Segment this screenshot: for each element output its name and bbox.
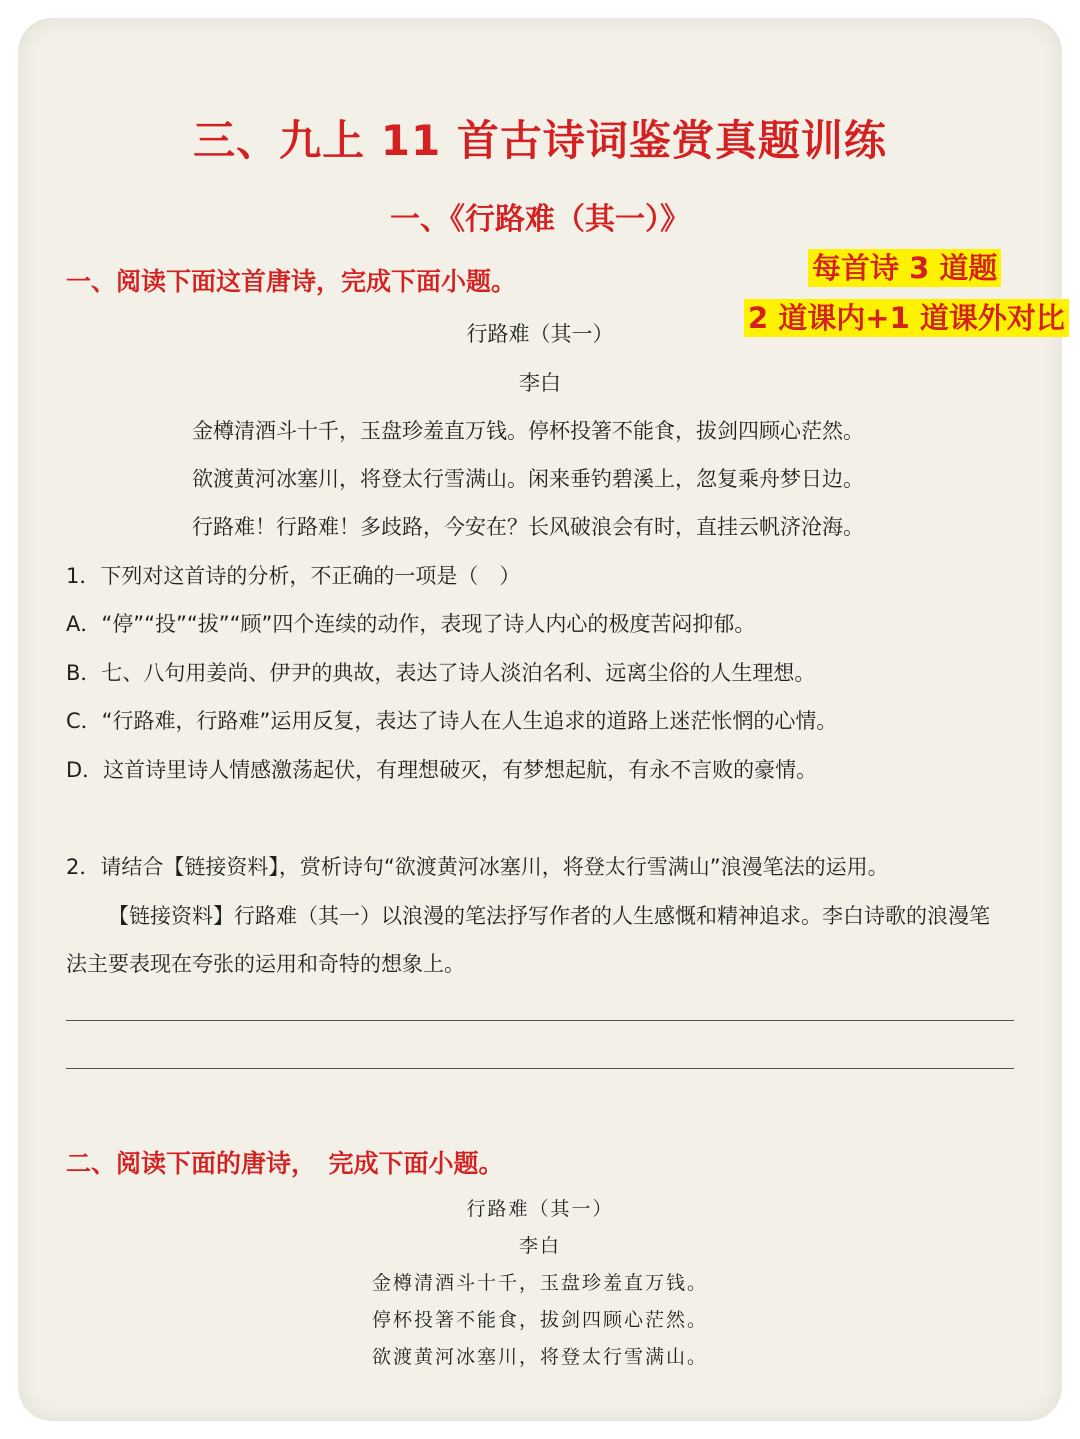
question-1-stem: 1．下列对这首诗的分析，不正确的一项是（ ）: [66, 564, 521, 588]
poem-author: 李白: [519, 371, 561, 395]
poem-line-2: 金樽清酒斗十千，玉盘珍羞直万钱。: [371, 1272, 708, 1294]
answer-line[interactable]: [66, 1020, 1014, 1021]
answer-line[interactable]: [66, 1068, 1014, 1069]
badge-line-1: 每首诗 3 道题: [808, 246, 1001, 287]
question-2-stem: 2．请结合【链接资料】，赏析诗句“欲渡黄河冰塞川，将登太行雪满山”浪漫笔法的运用。: [66, 855, 889, 879]
poem-line: 行路难！行路难！多歧路，今安在？长风破浪会有时，直挂云帆济沧海。: [192, 515, 864, 539]
link-material-line-2: 法主要表现在夸张的运用和奇特的想象上。: [66, 952, 465, 976]
page-title: 三、九上 11 首古诗词鉴赏真题训练: [193, 116, 887, 165]
poem-line: 金樽清酒斗十千，玉盘珍羞直万钱。停杯投箸不能食，拔剑四顾心茫然。: [192, 419, 864, 443]
poem-line-2: 欲渡黄河冰塞川，将登太行雪满山。: [371, 1346, 708, 1368]
option-a: A．“停”“投”“拔”“顾”四个连续的动作，表现了诗人内心的极度苦闷抑郁。: [66, 612, 756, 636]
section-1-heading: 一、阅读下面这首唐诗，完成下面小题。: [66, 267, 517, 296]
poem-line-2: 停杯投箸不能食，拔剑四顾心茫然。: [371, 1309, 708, 1331]
option-b: B．七、八句用姜尚、伊尹的典故，表达了诗人淡泊名利、远离尘俗的人生理想。: [66, 661, 816, 685]
badge-line-2: 2 道课内+1 道课外对比: [744, 296, 1069, 337]
poem-title-2: 行路难（其一）: [466, 1198, 614, 1220]
poem-line: 欲渡黄河冰塞川，将登太行雪满山。闲来垂钓碧溪上，忽复乘舟梦日边。: [192, 467, 864, 491]
option-d: D．这首诗里诗人情感激荡起伏，有理想破灭，有梦想起航，有永不言败的豪情。: [66, 758, 818, 782]
poem-author-2: 李白: [518, 1235, 561, 1257]
section-2-heading: 二、阅读下面的唐诗， 完成下面小题。: [66, 1149, 504, 1178]
link-material-line-1: 【链接资料】行路难（其一）以浪漫的笔法抒写作者的人生感慨和精神追求。李白诗歌的浪漫笔: [108, 904, 990, 928]
poem-title: 行路难（其一）: [466, 322, 614, 346]
option-c: C．“行路难，行路难”运用反复，表达了诗人在人生追求的道路上迷茫怅惘的心情。: [66, 709, 838, 733]
poem-subtitle: 一、《行路难（其一）》: [390, 202, 690, 237]
